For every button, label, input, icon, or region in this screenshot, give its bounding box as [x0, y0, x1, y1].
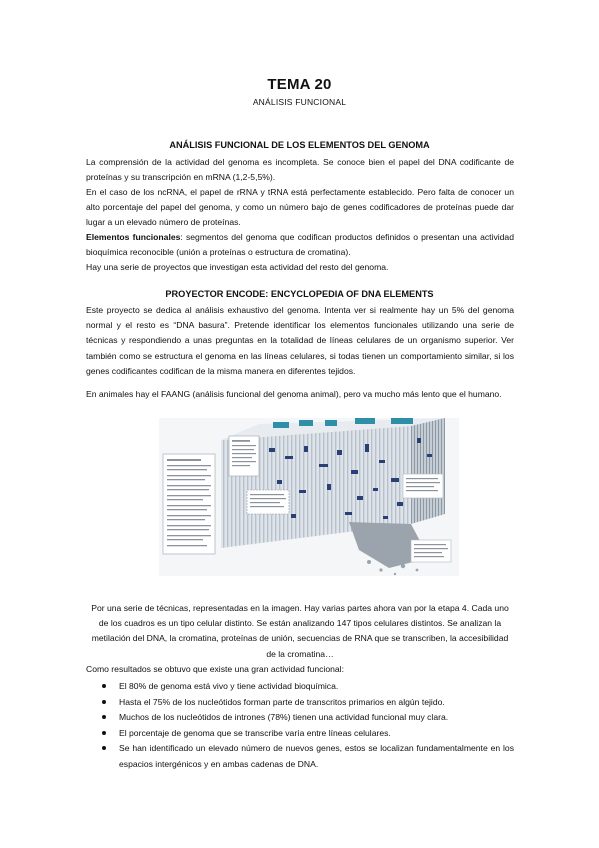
- paragraph-ncrna: En el caso de los ncRNA, el papel de rRNA y tRNA está perfectamente establecido. Pero falta de conocer un alto porcentaje del papel del genoma, y como un número bajo de genes codificadores de proteínas puede dar lugar a un elevado número de proteínas.: [86, 187, 514, 228]
- list-item: El porcentaje de genoma que se transcribe varía entre líneas celulares.: [100, 726, 514, 742]
- section-heading-genome-elements: ANÁLISIS FUNCIONAL DE LOS ELEMENTOS DEL GENOMA: [169, 140, 430, 150]
- page-title: TEMA 20: [267, 76, 332, 93]
- encode-figure: [159, 418, 459, 576]
- paragraph-projects: Hay una serie de proyectos que investigan esta actividad del resto del genoma.: [86, 262, 389, 272]
- paragraph-genome-understanding: La comprensión de la actividad del genoma es incompleta. Se conoce bien el papel del DNA codificante de proteínas y su transcripción en mRNA (1,2-5,5%).: [86, 157, 514, 183]
- section-heading-encode: PROYECTOR ENCODE: ENCYCLOPEDIA OF DNA ELEMENTS: [165, 289, 434, 299]
- list-item: El 80% de genoma está vivo y tiene actividad bioquímica.: [100, 679, 514, 695]
- paragraph-functional-elements: [86, 230, 514, 260]
- term-functional-elements: Elementos funcionales: [86, 232, 181, 242]
- figure-caption: Por una serie de técnicas, representadas en la imagen. Hay varias partes ahora van por la etapa 4. Cada uno de los cuadros es un tipo celular distinto. Se están analizando 147 tipos celulares distintos. Se analizan la metilación del DNA, la cromatina, proteínas de unión, secuencias de RNA que se transcriben, la accesibilidad de la cromatina…: [91, 603, 509, 659]
- list-item: Hasta el 75% de los nucleótidos forman parte de transcritos primarios en algún tejido.: [100, 695, 514, 711]
- encode-illustration: [159, 418, 459, 576]
- list-item: Se han identificado un elevado número de nuevos genes, estos se localizan fundamentalmente en los espacios intergénicos y en ambas cadenas de DNA.: [100, 741, 514, 772]
- paragraph-faang: En animales hay el FAANG (análisis funcional del genoma animal), pero va mucho más lento que el humano.: [86, 389, 502, 399]
- page-subtitle: ANÁLISIS FUNCIONAL: [252, 97, 347, 107]
- paragraph-results-intro: Como resultados se obtuvo que existe una gran actividad funcional:: [86, 664, 344, 674]
- list-item: Muchos de los nucleótidos de intrones (78%) tienen una actividad funcional muy clara.: [100, 710, 514, 726]
- paragraph-encode-description: Este proyecto se dedica al análisis exhaustivo del genoma. Intenta ver si realmente hay un 5% del genoma normal y el resto es “DNA basura”. Pretende identificar los elementos funcionales utilizando una serie de técnicas y respondiendo a unas preguntas en la totalidad de líneas celulares de un organismo superior. Ver también como se estructura el genoma en las líneas celulares, si todas tienen un comportamiento similar, si los genes codificantes codifican de la misma manera en diferentes tejidos.: [86, 305, 514, 376]
- results-list: [100, 679, 514, 773]
- definition-functional-elements: : segmentos del genoma que codifican productos definidos o presentan una actividad bioquímica reconocible (unión a proteínas o estructura de cromatina).: [86, 232, 514, 258]
